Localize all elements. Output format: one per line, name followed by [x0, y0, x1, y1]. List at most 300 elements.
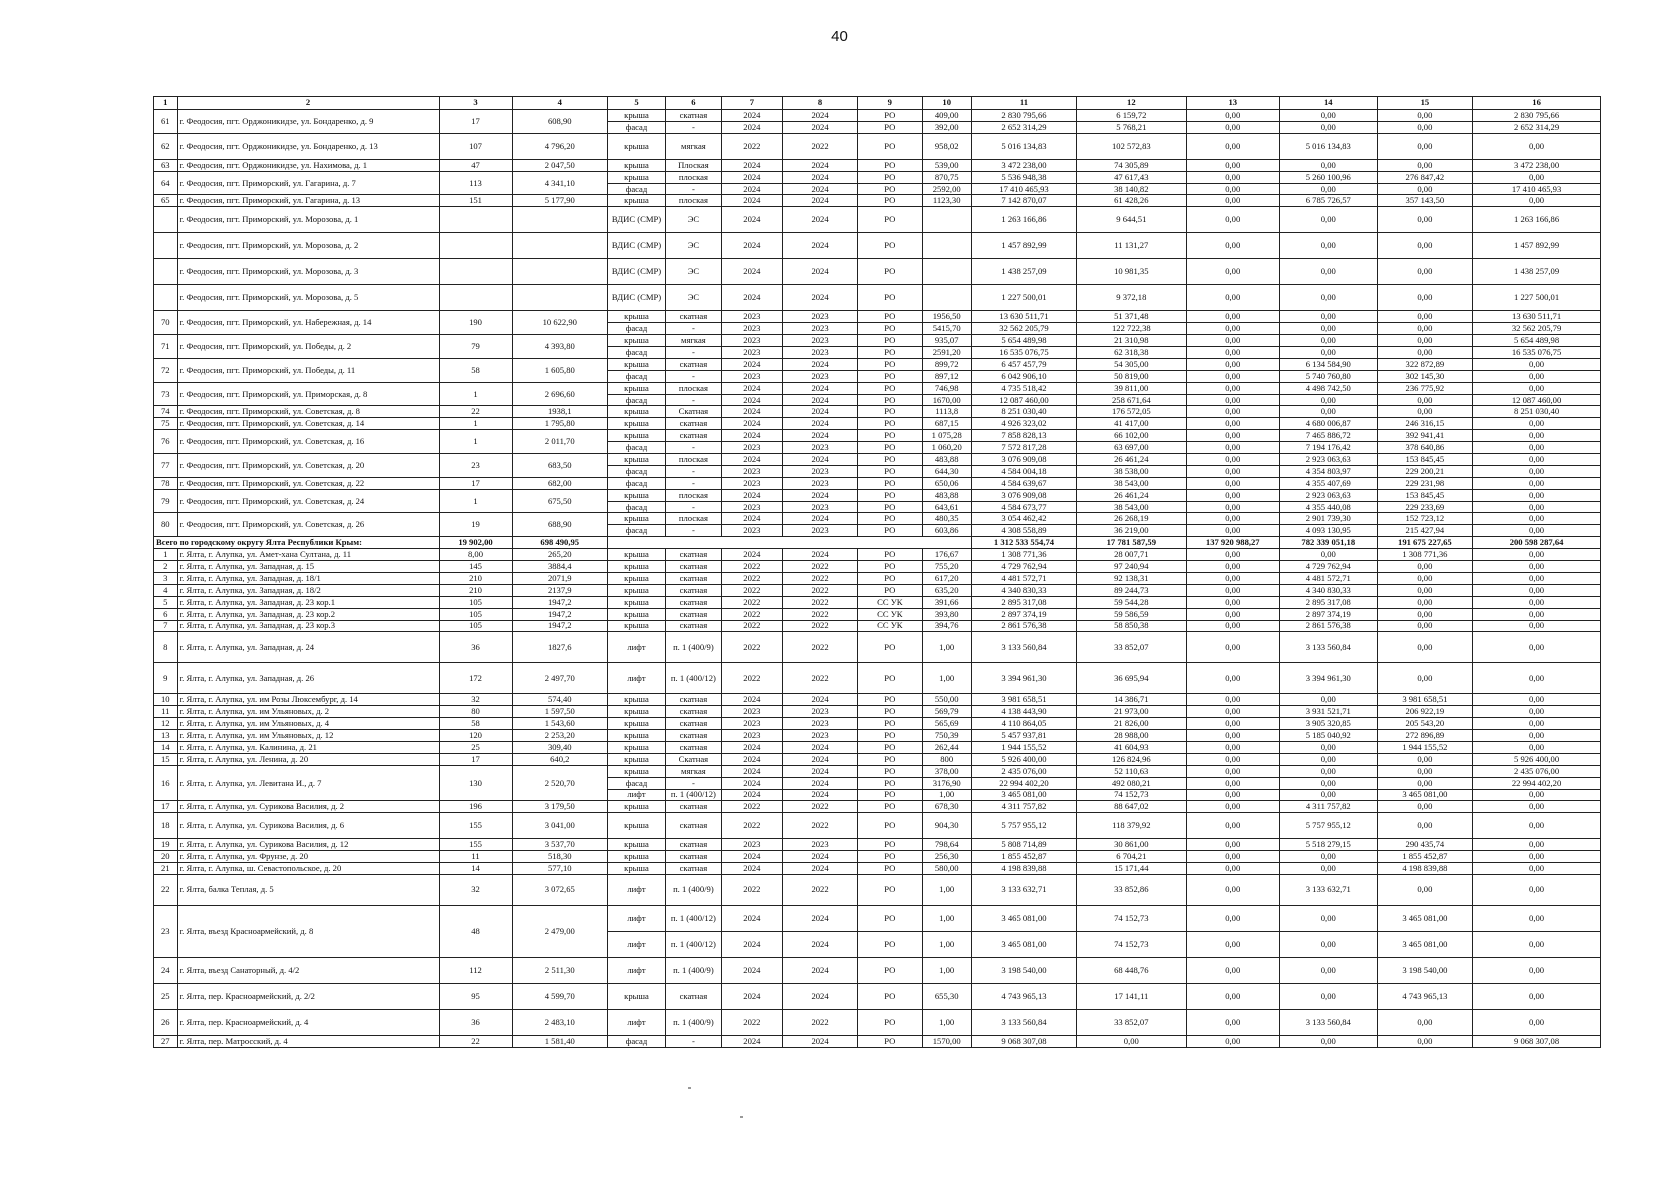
cell-col-7: 2024	[721, 851, 782, 863]
cell-col-8: 2024	[782, 233, 857, 259]
cell-col-5: крыша	[608, 133, 666, 159]
cell-col-14: 0,00	[1279, 957, 1377, 983]
cell-col-5: крыша	[608, 694, 666, 706]
cell-col-6: скатная	[665, 418, 721, 430]
cell-col-9: СС УК	[858, 608, 922, 620]
cell-col-15: 205 543,20	[1377, 718, 1473, 730]
cell-col-13: 0,00	[1186, 1009, 1279, 1035]
cell-col-11: 4 926 323,02	[971, 418, 1076, 430]
cell-col-12: 26 268,19	[1077, 513, 1186, 525]
cell-col-7: 2024	[721, 110, 782, 122]
cell-col-12: 126 824,96	[1077, 753, 1186, 765]
cell-col-14: 6 785 726,57	[1279, 195, 1377, 207]
cell-col-5: крыша	[608, 730, 666, 742]
cell-col-9: РО	[858, 718, 922, 730]
cell-col-10: 650,06	[922, 477, 971, 489]
cell-col-8: 2022	[782, 596, 857, 608]
cell-col-13: 0,00	[1186, 358, 1279, 370]
register-table-body	[154, 97, 1601, 1048]
cell-col-7: 2022	[721, 572, 782, 584]
cell-col-12: 6 159,72	[1077, 110, 1186, 122]
cell-col-8: 2024	[782, 358, 857, 370]
row-number: 9	[154, 663, 178, 694]
cell-col-15: 302 145,30	[1377, 370, 1473, 382]
table-row	[154, 1035, 1601, 1047]
cell-col-15: 322 872,89	[1377, 358, 1473, 370]
cell-col-12: 62 318,38	[1077, 347, 1186, 359]
table-row	[154, 957, 1601, 983]
cell-col-6: п. 1 (400/9)	[665, 1009, 721, 1035]
cell-col-9: РО	[858, 430, 922, 442]
cell-col-9: РО	[858, 905, 922, 931]
cell-col-6: мягкая	[665, 765, 721, 777]
cell-col-11: 3 133 560,84	[971, 632, 1076, 663]
cell-col-11: 4 138 443,90	[971, 706, 1076, 718]
area-cell: 4 796,20	[512, 133, 608, 159]
cell-col-9: РО	[858, 323, 922, 335]
cell-col-15: 3 465 081,00	[1377, 905, 1473, 931]
cell-col-6: скатная	[665, 863, 721, 875]
cell-col-6: ЭС	[665, 285, 721, 311]
header-cell-7: 7	[721, 97, 782, 110]
cell-col-15: 357 143,50	[1377, 195, 1473, 207]
cell-col-16: 1 263 166,86	[1473, 207, 1601, 233]
cell-col-6: плоская	[665, 454, 721, 466]
cell-col-14: 4 355 440,08	[1279, 501, 1377, 513]
cell-col-12: 59 544,28	[1077, 596, 1186, 608]
cell-col-6: скатная	[665, 561, 721, 573]
cell-col-15: 0,00	[1377, 765, 1473, 777]
cell-col-7: 2024	[721, 863, 782, 875]
cell-col-15: 0,00	[1377, 394, 1473, 406]
cell-col-8: 2023	[782, 501, 857, 513]
cell-col-9: РО	[858, 863, 922, 875]
cell-col-16: 0,00	[1473, 839, 1601, 851]
table-row	[154, 1009, 1601, 1035]
table-row	[154, 608, 1601, 620]
cell-col-9: РО	[858, 874, 922, 905]
cell-col-8: 2022	[782, 813, 857, 839]
cell-col-11: 2 652 314,29	[971, 121, 1076, 133]
area-cell: 2 011,70	[512, 430, 608, 454]
cell-col-11: 3 076 909,08	[971, 489, 1076, 501]
cell-col-8: 2024	[782, 1035, 857, 1047]
apartments-cell: 155	[439, 839, 512, 851]
cell-col-11: 2 897 374,19	[971, 608, 1076, 620]
cell-col-12: 36 219,00	[1077, 525, 1186, 537]
table-row	[154, 874, 1601, 905]
cell-col-5: лифт	[608, 957, 666, 983]
cell-col-7: 2023	[721, 477, 782, 489]
address-cell: г. Ялта, г. Алупка, ул. Сурикова Василия, д. 2	[177, 801, 439, 813]
apartments-cell	[439, 207, 512, 233]
cell-col-10: 176,67	[922, 549, 971, 561]
cell-col-11: 3 472 238,00	[971, 159, 1076, 171]
cell-col-8: 2024	[782, 789, 857, 801]
area-cell: 2 696,60	[512, 382, 608, 406]
cell-col-5: фасад	[608, 323, 666, 335]
row-number: 24	[154, 957, 178, 983]
apartments-cell: 36	[439, 632, 512, 663]
cell-col-13: 0,00	[1186, 382, 1279, 394]
row-number: 8	[154, 632, 178, 663]
row-number: 17	[154, 801, 178, 813]
cell-col-10: 755,20	[922, 561, 971, 573]
cell-col-8: 2024	[782, 957, 857, 983]
cell-col-13: 0,00	[1186, 285, 1279, 311]
cell-col-11: 4 584 004,18	[971, 465, 1076, 477]
area-cell: 2 497,70	[512, 663, 608, 694]
cell-col-14: 3 905 320,85	[1279, 718, 1377, 730]
cell-col-12: 33 852,07	[1077, 1009, 1186, 1035]
total-area: 698 490,95	[512, 537, 608, 549]
cell-col-8: 2023	[782, 347, 857, 359]
cell-col-6: п. 1 (400/9)	[665, 632, 721, 663]
cell-col-6: скатная	[665, 110, 721, 122]
cell-col-7: 2022	[721, 1009, 782, 1035]
cell-col-15: 229 200,21	[1377, 465, 1473, 477]
cell-col-13: 0,00	[1186, 159, 1279, 171]
cell-col-13: 0,00	[1186, 706, 1279, 718]
row-number: 64	[154, 171, 178, 195]
cell-col-15: 3 981 658,51	[1377, 694, 1473, 706]
row-number: 27	[154, 1035, 178, 1047]
cell-col-8: 2023	[782, 442, 857, 454]
cell-col-6: скатная	[665, 430, 721, 442]
cell-col-13: 0,00	[1186, 335, 1279, 347]
row-number: 12	[154, 718, 178, 730]
cell-col-10: 1,00	[922, 663, 971, 694]
cell-col-13: 0,00	[1186, 608, 1279, 620]
table-row	[154, 596, 1601, 608]
cell-col-9: РО	[858, 706, 922, 718]
address-cell: г. Феодосия, пгт. Приморский, ул. Советская, д. 8	[177, 406, 439, 418]
row-number: 18	[154, 813, 178, 839]
cell-col-15: 4 198 839,88	[1377, 863, 1473, 875]
cell-col-13: 0,00	[1186, 851, 1279, 863]
cell-col-5: крыша	[608, 561, 666, 573]
cell-col-12: 14 386,71	[1077, 694, 1186, 706]
table-row	[154, 851, 1601, 863]
table-row	[154, 285, 1601, 311]
cell-col-6: -	[665, 777, 721, 789]
cell-col-6: -	[665, 465, 721, 477]
cell-col-10: 1 060,20	[922, 442, 971, 454]
cell-col-10: 1,00	[922, 789, 971, 801]
table-row	[154, 706, 1601, 718]
cell-col-8: 2023	[782, 335, 857, 347]
cell-col-14: 0,00	[1279, 851, 1377, 863]
cell-col-11: 4 110 864,05	[971, 718, 1076, 730]
cell-col-8: 2023	[782, 525, 857, 537]
cell-col-14: 5 185 040,92	[1279, 730, 1377, 742]
cell-col-9: РО	[858, 233, 922, 259]
cell-col-14: 3 133 560,84	[1279, 1009, 1377, 1035]
row-number: 3	[154, 572, 178, 584]
cell-col-13: 0,00	[1186, 323, 1279, 335]
cell-col-7: 2024	[721, 406, 782, 418]
row-number: 78	[154, 477, 178, 489]
address-cell: г. Феодосия, пгт. Приморский, ул. Советская, д. 22	[177, 477, 439, 489]
header-cell-8: 8	[782, 97, 857, 110]
cell-col-8: 2022	[782, 1009, 857, 1035]
area-cell: 10 622,90	[512, 311, 608, 335]
cell-col-16: 0,00	[1473, 561, 1601, 573]
cell-col-5: крыша	[608, 311, 666, 323]
cell-col-12: 74 305,89	[1077, 159, 1186, 171]
cell-col-5: фасад	[608, 442, 666, 454]
cell-col-16: 8 251 030,40	[1473, 406, 1601, 418]
cell-col-16: 0,00	[1473, 957, 1601, 983]
row-number: 77	[154, 454, 178, 478]
row-number	[154, 233, 178, 259]
cell-col-7: 2022	[721, 608, 782, 620]
cell-col-10	[922, 285, 971, 311]
cell-col-14: 4 093 130,95	[1279, 525, 1377, 537]
cell-col-15: 215 427,94	[1377, 525, 1473, 537]
cell-col-7: 2022	[721, 632, 782, 663]
cell-col-9: РО	[858, 931, 922, 957]
apartments-cell: 145	[439, 561, 512, 573]
cell-col-16: 0,00	[1473, 983, 1601, 1009]
area-cell: 2 511,30	[512, 957, 608, 983]
address-cell: г. Феодосия, пгт. Приморский, ул. Победы, д. 2	[177, 335, 439, 359]
row-number: 22	[154, 874, 178, 905]
cell-col-6: скатная	[665, 983, 721, 1009]
cell-col-16: 0,00	[1473, 632, 1601, 663]
cell-col-7: 2024	[721, 121, 782, 133]
cell-col-5: крыша	[608, 813, 666, 839]
cell-col-6: скатная	[665, 730, 721, 742]
cell-col-14: 0,00	[1279, 207, 1377, 233]
cell-col-5: лифт	[608, 931, 666, 957]
cell-col-9: РО	[858, 549, 922, 561]
cell-col-14: 3 133 560,84	[1279, 632, 1377, 663]
cell-col-12: 52 110,63	[1077, 765, 1186, 777]
area-cell: 3884,4	[512, 561, 608, 573]
row-number: 15	[154, 753, 178, 765]
cell-col-15: 153 845,45	[1377, 489, 1473, 501]
apartments-cell: 105	[439, 620, 512, 632]
address-cell: г. Феодосия, пгт. Приморский, ул. Морозова, д. 3	[177, 259, 439, 285]
cell-col-6: скатная	[665, 584, 721, 596]
area-cell: 2 520,70	[512, 765, 608, 801]
cell-col-5: крыша	[608, 454, 666, 466]
cell-col-15: 0,00	[1377, 596, 1473, 608]
cell-col-9: РО	[858, 311, 922, 323]
cell-col-12: 26 461,24	[1077, 489, 1186, 501]
cell-col-13: 0,00	[1186, 501, 1279, 513]
area-cell	[512, 259, 608, 285]
area-cell: 4 393,80	[512, 335, 608, 359]
cell-col-11: 4 584 639,67	[971, 477, 1076, 489]
address-cell: г. Ялта, г. Алупка, ул. Калинина, д. 21	[177, 741, 439, 753]
cell-col-12: 21 310,98	[1077, 335, 1186, 347]
address-cell: г. Ялта, въезд Красноармейский, д. 8	[177, 905, 439, 957]
cell-col-9: РО	[858, 801, 922, 813]
cell-col-12: 39 811,00	[1077, 382, 1186, 394]
table-row	[154, 454, 1601, 466]
cell-col-12: 66 102,00	[1077, 430, 1186, 442]
area-cell: 518,30	[512, 851, 608, 863]
row-number: 4	[154, 584, 178, 596]
cell-col-16: 0,00	[1473, 789, 1601, 801]
area-cell: 640,2	[512, 753, 608, 765]
cell-col-5: крыша	[608, 171, 666, 183]
cell-col-11: 22 994 402,20	[971, 777, 1076, 789]
table-row	[154, 549, 1601, 561]
scan-speck	[688, 1087, 691, 1089]
header-cell-16: 16	[1473, 97, 1601, 110]
area-cell: 1 597,50	[512, 706, 608, 718]
cell-col-16: 0,00	[1473, 358, 1601, 370]
area-cell: 1827,6	[512, 632, 608, 663]
cell-col-12: 50 819,00	[1077, 370, 1186, 382]
cell-col-16: 0,00	[1473, 430, 1601, 442]
table-row	[154, 195, 1601, 207]
apartments-cell	[439, 233, 512, 259]
cell-col-8: 2024	[782, 195, 857, 207]
cell-col-5: фасад	[608, 525, 666, 537]
table-row	[154, 207, 1601, 233]
cell-col-12: 68 448,76	[1077, 957, 1186, 983]
address-cell: г. Ялта, г. Алупка, ул. Западная, д. 23 кор.1	[177, 596, 439, 608]
cell-col-10: 5415,70	[922, 323, 971, 335]
cell-col-14: 0,00	[1279, 905, 1377, 931]
address-cell: г. Феодосия, пгт. Орджоникидзе, ул. Нахимова, д. 1	[177, 159, 439, 171]
cell-col-5: крыша	[608, 382, 666, 394]
cell-col-13: 0,00	[1186, 207, 1279, 233]
cell-col-12: 258 671,64	[1077, 394, 1186, 406]
cell-col-16: 0,00	[1473, 801, 1601, 813]
cell-col-6: плоская	[665, 171, 721, 183]
apartments-cell: 58	[439, 718, 512, 730]
cell-col-10: 256,30	[922, 851, 971, 863]
cell-col-13: 0,00	[1186, 789, 1279, 801]
address-cell: г. Ялта, г. Алупка, ул. им Ульяновых, д. 12	[177, 730, 439, 742]
cell-col-11: 3 465 081,00	[971, 789, 1076, 801]
cell-col-12: 51 371,48	[1077, 311, 1186, 323]
cell-col-9: РО	[858, 957, 922, 983]
cell-col-12: 41 604,93	[1077, 741, 1186, 753]
cell-col-5: крыша	[608, 983, 666, 1009]
cell-col-11: 7 572 817,28	[971, 442, 1076, 454]
cell-col-7: 2024	[721, 394, 782, 406]
apartments-cell	[439, 259, 512, 285]
cell-col-11: 6 042 906,10	[971, 370, 1076, 382]
address-cell: г. Ялта, въезд Санаторный, д. 4/2	[177, 957, 439, 983]
cell-col-15: 0,00	[1377, 285, 1473, 311]
area-cell: 577,10	[512, 863, 608, 875]
cell-col-8: 2022	[782, 620, 857, 632]
address-cell: г. Ялта, г. Алупка, ул. Западная, д. 26	[177, 663, 439, 694]
cell-col-13: 0,00	[1186, 718, 1279, 730]
cell-col-15: 1 855 452,87	[1377, 851, 1473, 863]
cell-col-15: 0,00	[1377, 110, 1473, 122]
cell-col-12: 92 138,31	[1077, 572, 1186, 584]
cell-col-16: 0,00	[1473, 608, 1601, 620]
cell-col-5: крыша	[608, 584, 666, 596]
address-cell: г. Ялта, г. Алупка, ул. Западная, д. 24	[177, 632, 439, 663]
cell-col-15: 229 233,69	[1377, 501, 1473, 513]
area-cell	[512, 233, 608, 259]
cell-col-9: РО	[858, 358, 922, 370]
cell-col-10: 580,00	[922, 863, 971, 875]
cell-col-13: 0,00	[1186, 957, 1279, 983]
area-cell: 4 599,70	[512, 983, 608, 1009]
cell-col-10: 480,35	[922, 513, 971, 525]
address-cell: г. Ялта, г. Алупка, ул. Амет-хана Султана, д. 11	[177, 549, 439, 561]
area-cell: 688,90	[512, 513, 608, 537]
cell-col-10	[922, 259, 971, 285]
area-cell: 4 341,10	[512, 171, 608, 195]
cell-col-15: 0,00	[1377, 813, 1473, 839]
cell-col-13: 0,00	[1186, 863, 1279, 875]
table-row	[154, 572, 1601, 584]
cell-col-6: -	[665, 394, 721, 406]
cell-col-7: 2024	[721, 259, 782, 285]
cell-col-9: РО	[858, 207, 922, 233]
apartments-cell: 22	[439, 1035, 512, 1047]
cell-col-12: 41 417,00	[1077, 418, 1186, 430]
table-row	[154, 430, 1601, 442]
address-cell: г. Феодосия, пгт. Орджоникидзе, ул. Бондаренко, д. 9	[177, 110, 439, 134]
cell-col-14: 2 897 374,19	[1279, 608, 1377, 620]
cell-col-15: 0,00	[1377, 572, 1473, 584]
total-value-16: 200 598 287,64	[1473, 537, 1601, 549]
cell-col-12: 0,00	[1077, 1035, 1186, 1047]
cell-col-6: плоская	[665, 489, 721, 501]
row-number: 80	[154, 513, 178, 537]
cell-col-13: 0,00	[1186, 765, 1279, 777]
cell-col-13: 0,00	[1186, 801, 1279, 813]
cell-col-14: 3 394 961,30	[1279, 663, 1377, 694]
cell-col-15: 276 847,42	[1377, 171, 1473, 183]
cell-col-13: 0,00	[1186, 133, 1279, 159]
cell-col-8: 2022	[782, 801, 857, 813]
area-cell: 1 605,80	[512, 358, 608, 382]
cell-col-16: 0,00	[1473, 572, 1601, 584]
cell-col-7: 2024	[721, 418, 782, 430]
cell-col-10: 409,00	[922, 110, 971, 122]
cell-col-13: 0,00	[1186, 171, 1279, 183]
cell-col-6: -	[665, 477, 721, 489]
cell-col-6: скатная	[665, 311, 721, 323]
cell-col-8: 2022	[782, 663, 857, 694]
row-number: 70	[154, 311, 178, 335]
cell-col-13: 0,00	[1186, 406, 1279, 418]
table-row	[154, 110, 1601, 122]
cell-col-12: 21 826,00	[1077, 718, 1186, 730]
cell-col-9: РО	[858, 663, 922, 694]
cell-col-9: РО	[858, 765, 922, 777]
address-cell: г. Ялта, г. Алупка, ул. Ленина, д. 20	[177, 753, 439, 765]
cell-col-5: крыша	[608, 513, 666, 525]
apartments-cell: 210	[439, 584, 512, 596]
cell-col-12: 492 080,21	[1077, 777, 1186, 789]
cell-col-12: 122 722,38	[1077, 323, 1186, 335]
row-number: 2	[154, 561, 178, 573]
cell-col-9: РО	[858, 465, 922, 477]
header-cell-14: 14	[1279, 97, 1377, 110]
cell-col-9: РО	[858, 406, 922, 418]
cell-col-13: 0,00	[1186, 442, 1279, 454]
cell-col-15: 0,00	[1377, 133, 1473, 159]
cell-col-15: 290 435,74	[1377, 839, 1473, 851]
cell-col-7: 2024	[721, 694, 782, 706]
address-cell: г. Ялта, г. Алупка, ул. Сурикова Василия, д. 6	[177, 813, 439, 839]
area-cell	[512, 285, 608, 311]
